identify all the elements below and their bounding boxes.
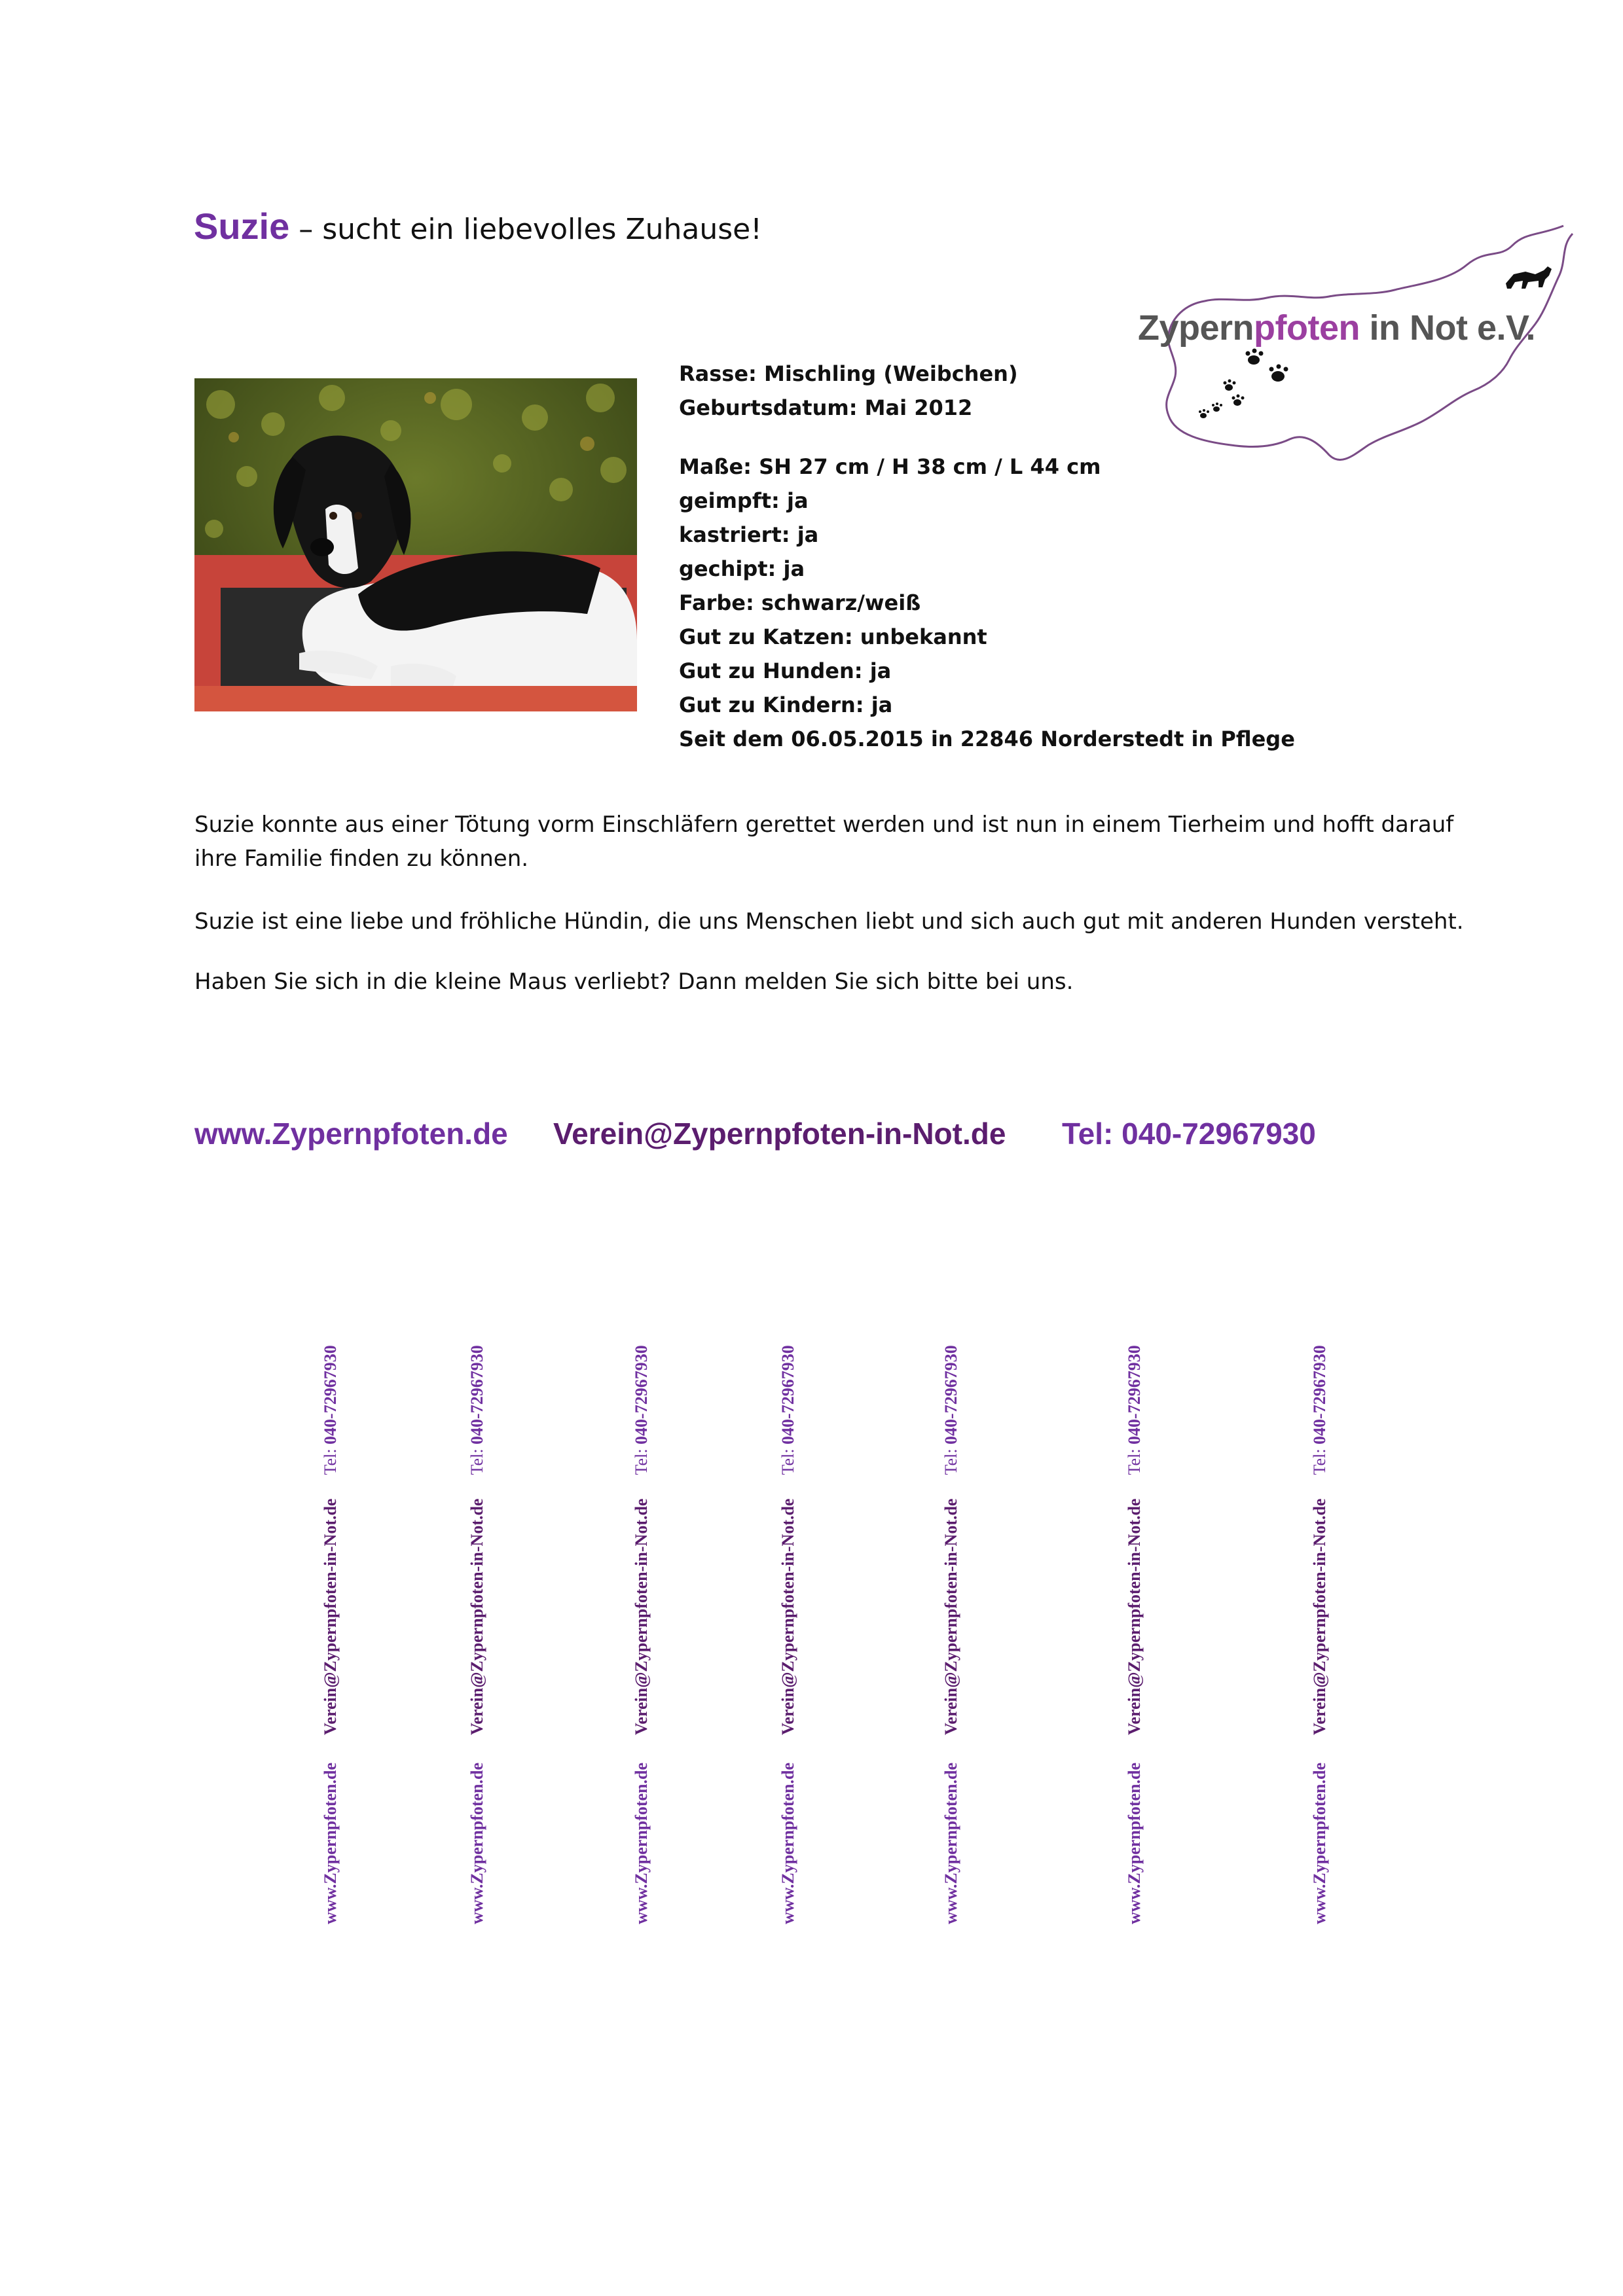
tearoff-strip[interactable]: [464, 1335, 490, 1924]
fact-breed: Rasse: Mischling (Weibchen): [679, 361, 1018, 386]
strip-phone: Tel: 040-72967930: [632, 1345, 651, 1475]
dog-photo: [194, 378, 637, 711]
description-paragraph: Suzie konnte aus einer Tötung vorm Einschläfern gerettet werden und ist nun in einem Tierheim und hofft darauf ihre Familie finden zu können.: [194, 812, 1454, 872]
strip-phone: Tel: 040-72967930: [321, 1345, 340, 1475]
description-paragraph: Suzie ist eine liebe und fröhliche Hündin, die uns Menschen liebt und sich auch gut mit anderen Hunden versteht.: [194, 908, 1464, 935]
strip-phone: Tel: 040-72967930: [1310, 1345, 1329, 1475]
strip-website: www.Zypernpfoten.de: [1125, 1762, 1144, 1924]
fact-color: Farbe: schwarz/weiß: [679, 590, 921, 615]
tearoff-strip[interactable]: [1122, 1335, 1148, 1924]
website-link[interactable]: www.Zypernpfoten.de: [194, 1117, 508, 1151]
dog-name: Suzie: [194, 206, 290, 247]
title-tagline: – sucht ein liebevolles Zuhause!: [289, 213, 762, 246]
tearoff-strip[interactable]: [318, 1335, 344, 1924]
strip-email: Verein@Zypernpfoten-in-Not.de: [778, 1498, 797, 1735]
strip-website: www.Zypernpfoten.de: [1310, 1762, 1329, 1924]
strip-email: Verein@Zypernpfoten-in-Not.de: [632, 1498, 651, 1735]
logo-text: Zypernpfoten in Not e.V.: [1138, 308, 1536, 348]
strip-phone: Tel: 040-72967930: [941, 1345, 960, 1475]
strip-website: www.Zypernpfoten.de: [778, 1762, 797, 1924]
fact-birthdate: Geburtsdatum: Mai 2012: [679, 395, 973, 420]
tearoff-strip[interactable]: [938, 1335, 964, 1924]
phone-number: Tel: 040-72967930: [1062, 1117, 1316, 1151]
strip-website: www.Zypernpfoten.de: [321, 1762, 340, 1924]
fact-dogs: Gut zu Hunden: ja: [679, 658, 892, 683]
tearoff-strip[interactable]: [629, 1335, 655, 1924]
page-title: [194, 208, 762, 245]
tearoff-strip[interactable]: [775, 1335, 801, 1924]
fact-size: Maße: SH 27 cm / H 38 cm / L 44 cm: [679, 454, 1101, 479]
description-paragraph: Haben Sie sich in die kleine Maus verliebt? Dann melden Sie sich bitte bei uns.: [194, 969, 1074, 995]
strip-phone: Tel: 040-72967930: [1125, 1345, 1144, 1475]
strip-website: www.Zypernpfoten.de: [941, 1762, 960, 1924]
strip-website: www.Zypernpfoten.de: [467, 1762, 486, 1924]
fact-children: Gut zu Kindern: ja: [679, 692, 893, 717]
fact-vaccinated: geimpft: ja: [679, 488, 809, 513]
dog-facts: [679, 357, 1295, 756]
fact-foster: Seit dem 06.05.2015 in 22846 Norderstedt in Pflege: [679, 726, 1295, 751]
strip-email: Verein@Zypernpfoten-in-Not.de: [321, 1498, 340, 1735]
dog-silhouette-icon: [1506, 266, 1552, 289]
tearoff-strip[interactable]: [1307, 1335, 1333, 1924]
strip-phone: Tel: 040-72967930: [778, 1345, 797, 1475]
strip-email: Verein@Zypernpfoten-in-Not.de: [941, 1498, 960, 1735]
fact-neutered: kastriert: ja: [679, 522, 819, 547]
strip-email: Verein@Zypernpfoten-in-Not.de: [1125, 1498, 1144, 1735]
fact-cats: Gut zu Katzen: unbekannt: [679, 624, 987, 649]
strip-email: Verein@Zypernpfoten-in-Not.de: [1310, 1498, 1329, 1735]
strip-phone: Tel: 040-72967930: [467, 1345, 486, 1475]
strip-email: Verein@Zypernpfoten-in-Not.de: [467, 1498, 486, 1735]
strip-website: www.Zypernpfoten.de: [632, 1762, 651, 1924]
email-link[interactable]: Verein@Zypernpfoten-in-Not.de: [553, 1117, 1006, 1151]
fact-chipped: gechipt: ja: [679, 556, 805, 581]
